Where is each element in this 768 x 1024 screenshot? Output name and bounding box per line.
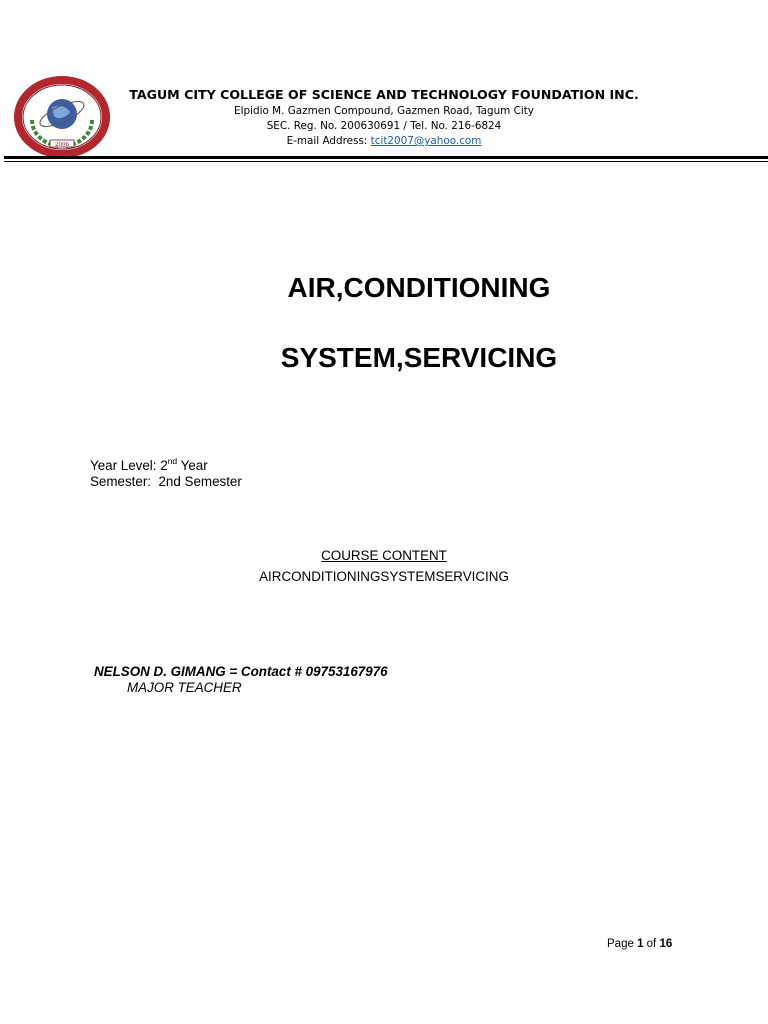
- course-content-heading: COURSE CONTENT: [321, 548, 447, 563]
- course-content-section: [0, 545, 768, 587]
- college-address: Elpidio M. Gazmen Compound, Gazmen Road, Tagum City: [234, 105, 534, 117]
- course-meta: [90, 455, 242, 490]
- semester: [90, 474, 242, 490]
- college-email-line: [0, 134, 768, 149]
- year-level-suffix: nd: [167, 455, 178, 466]
- teacher-contact-line: NELSON D. GIMANG = Contact # 09753167976: [94, 664, 388, 679]
- semester-label: Semester:: [90, 474, 159, 489]
- semester-value: 2nd Semester: [158, 474, 242, 489]
- course-content-text: AIRCONDITIONINGSYSTEMSERVICING: [259, 569, 509, 584]
- year-level-number: 2: [160, 458, 168, 473]
- of-word: of: [643, 938, 660, 950]
- header-divider-thick: [4, 156, 768, 159]
- page-word: Page: [607, 938, 638, 950]
- college-registration: SEC. Reg. No. 200630691 / Tel. No. 216-6824: [266, 120, 502, 132]
- seal-year: 2006: [55, 142, 69, 148]
- page-total: 16: [659, 938, 673, 950]
- document-title-line-1: AIR,CONDITIONING: [287, 272, 551, 303]
- teacher-role: MAJOR TEACHER: [127, 680, 242, 695]
- document-title-line-2: SYSTEM,SERVICING: [280, 342, 558, 373]
- email-label: E-mail Address:: [286, 135, 371, 147]
- year-level: [90, 455, 242, 474]
- college-name: TAGUM CITY COLLEGE OF SCIENCE AND TECHNOLOGY FOUNDATION INC.: [129, 87, 639, 102]
- letterhead-text: [0, 86, 768, 149]
- year-level-label: Year Level:: [90, 458, 161, 473]
- year-level-word: Year: [177, 458, 208, 473]
- page-current: 1: [637, 938, 644, 950]
- teacher-block: [94, 664, 388, 696]
- header-divider-thin: [4, 161, 768, 162]
- email-link[interactable]: tcit2007@yahoo.com: [370, 135, 482, 147]
- letterhead: [0, 72, 768, 164]
- page-number: [607, 937, 672, 951]
